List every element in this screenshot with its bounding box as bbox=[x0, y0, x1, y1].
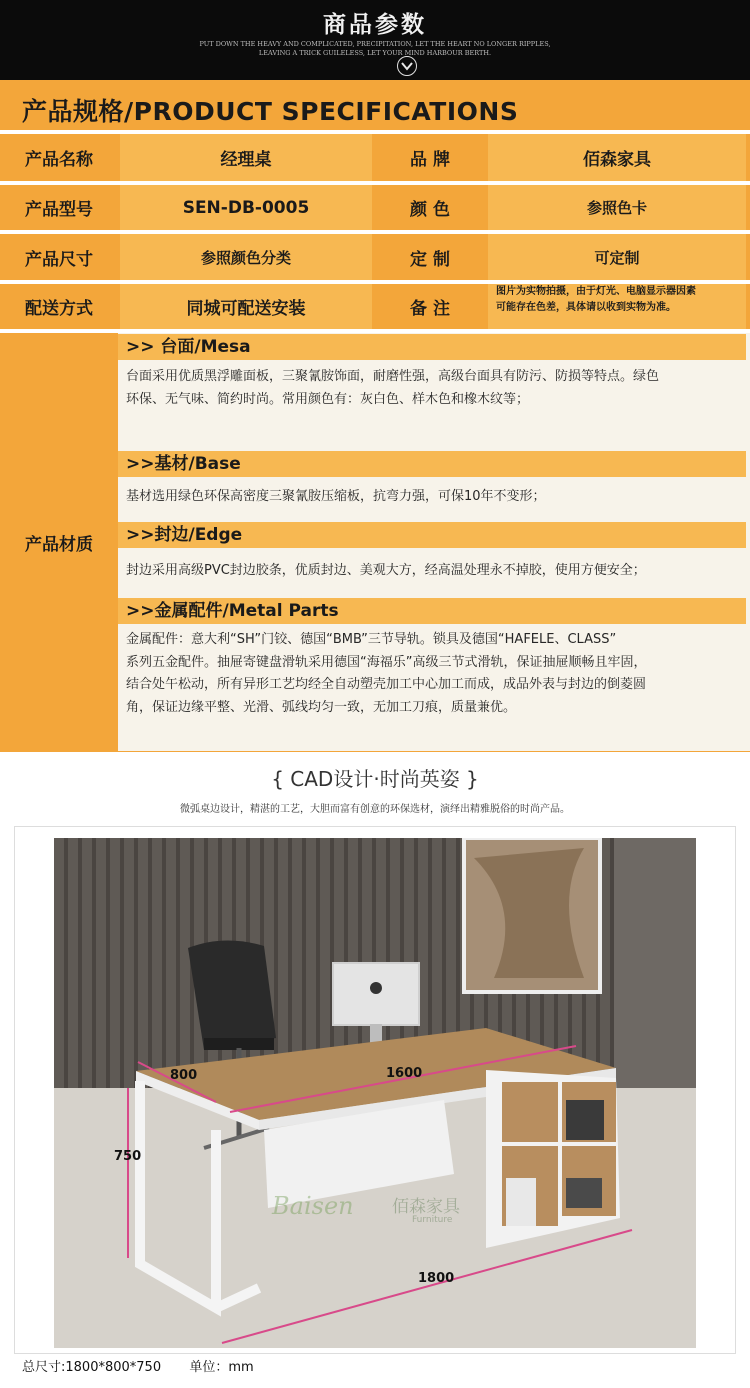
dim-width: 1600 bbox=[386, 1066, 423, 1081]
material-heading-base: >>基材/Base bbox=[118, 451, 746, 477]
spec-value-name: 经理桌 bbox=[120, 134, 372, 181]
text-line: 角，保证边缘平整、光滑、弧线均匀一致，无加工刀痕，质量兼优。 bbox=[126, 699, 517, 715]
total-size-text: 总尺寸:1800*800*750 bbox=[22, 1360, 162, 1375]
text-line: 封边采用高级PVC封边胶条，优质封边、美观大方，经高温处理永不掉胶，使用方便安全； bbox=[126, 563, 646, 578]
spec-label-custom: 定 制 bbox=[410, 249, 450, 270]
spec-label-model: 产品型号 bbox=[25, 200, 93, 220]
text-line: 基材选用绿色环保高密度三聚氰胺压缩板，抗弯力强，可保10年不变形； bbox=[126, 489, 546, 504]
spec-label-size: 产品尺寸 bbox=[25, 249, 93, 270]
text-line: 系列五金配件。抽屉寄键盘滑轨采用德国“海福乐”高级三节式滑轨，保证抽屉顺畅且牢固， bbox=[126, 654, 647, 670]
dim-height: 750 bbox=[114, 1149, 142, 1164]
watermark-brand-en: Furniture bbox=[412, 1215, 453, 1225]
spec-value-brand: 佰森家具 bbox=[488, 134, 746, 181]
text-line: 结合处午松动，所有异形工艺均经全自动塑壳加工中心加工而成，成品外表与封边的倒菱圆 bbox=[126, 677, 647, 692]
spec-label-color: 颜 色 bbox=[410, 200, 450, 220]
material-text-edge bbox=[126, 560, 744, 583]
spec-value-size: 参照颜色分类 bbox=[120, 234, 372, 280]
spec-label-name: 产品名称 bbox=[25, 150, 93, 170]
material-text-metal bbox=[126, 629, 744, 719]
material-text-mesa bbox=[126, 366, 744, 411]
spec-label-material: 产品材质 bbox=[25, 534, 93, 555]
spec-value-delivery: 同城可配送安装 bbox=[120, 284, 372, 329]
spec-value-note bbox=[488, 284, 746, 329]
dim-depth: 800 bbox=[170, 1068, 198, 1083]
header-subtitle-line1: PUT DOWN THE HEAVY AND COMPLICATED, PRECIPITATION, LET THE HEART NO LONGER RIPPLES, bbox=[199, 40, 551, 48]
text-line: 金属配件：意大利“SH”门铰、德国“BMB”三节导轨。锁具及德国“HAFELE、CLASS” bbox=[126, 632, 617, 647]
watermark-logo: Baisen bbox=[272, 1192, 354, 1220]
header-subtitle-line2: LEAVING A TRICK GUILELESS, LET YOUR MIND HARBOUR BERTH. bbox=[258, 49, 492, 57]
spec-value-color: 参照色卡 bbox=[488, 185, 746, 230]
spec-value-model: SEN-DB-0005 bbox=[120, 185, 372, 230]
material-heading-metal: >>金属配件/Metal Parts bbox=[118, 598, 746, 624]
watermark-brand-cn: 佰森家具 bbox=[392, 1197, 460, 1217]
chevron-down-icon bbox=[397, 56, 417, 76]
spec-title: 产品规格/PRODUCT SPECIFICATIONS bbox=[22, 97, 519, 126]
note-line2: 可能存在色差，具体请以收到实物为准。 bbox=[496, 302, 676, 313]
spec-label-delivery: 配送方式 bbox=[25, 299, 93, 319]
header-title: 商品参数 bbox=[323, 12, 427, 38]
dim-total-length: 1800 bbox=[418, 1271, 455, 1286]
unit-text: 单位：mm bbox=[189, 1360, 254, 1375]
cad-subtitle: 微弧桌边设计，精湛的工艺，大胆而富有创意的环保选材，演绎出精雅脱俗的时尚产品。 bbox=[180, 804, 570, 815]
material-heading-edge: >>封边/Edge bbox=[118, 522, 746, 548]
material-text-base bbox=[126, 486, 744, 509]
text-line: 台面采用优质黑浮雕面板，三聚氰胺饰面，耐磨性强，高级台面具有防污、防损等特点。绿色 bbox=[126, 369, 660, 384]
cad-title: { CAD设计·时尚英姿 } bbox=[271, 767, 479, 791]
desk-photo bbox=[54, 838, 696, 1348]
total-size bbox=[22, 1356, 254, 1375]
header-subtitle bbox=[0, 40, 750, 58]
spec-value-custom: 可定制 bbox=[488, 234, 746, 280]
material-heading-mesa: >> 台面/Mesa bbox=[118, 334, 746, 360]
note-line1: 图片为实物拍摄，由于灯光、电脑显示器因素 bbox=[496, 286, 696, 297]
spec-label-note: 备 注 bbox=[410, 299, 450, 319]
spec-label-brand: 品 牌 bbox=[410, 150, 450, 170]
text-line: 环保、无气味、简约时尚。常用颜色有：灰白色、样木色和橡木纹等； bbox=[126, 391, 530, 407]
